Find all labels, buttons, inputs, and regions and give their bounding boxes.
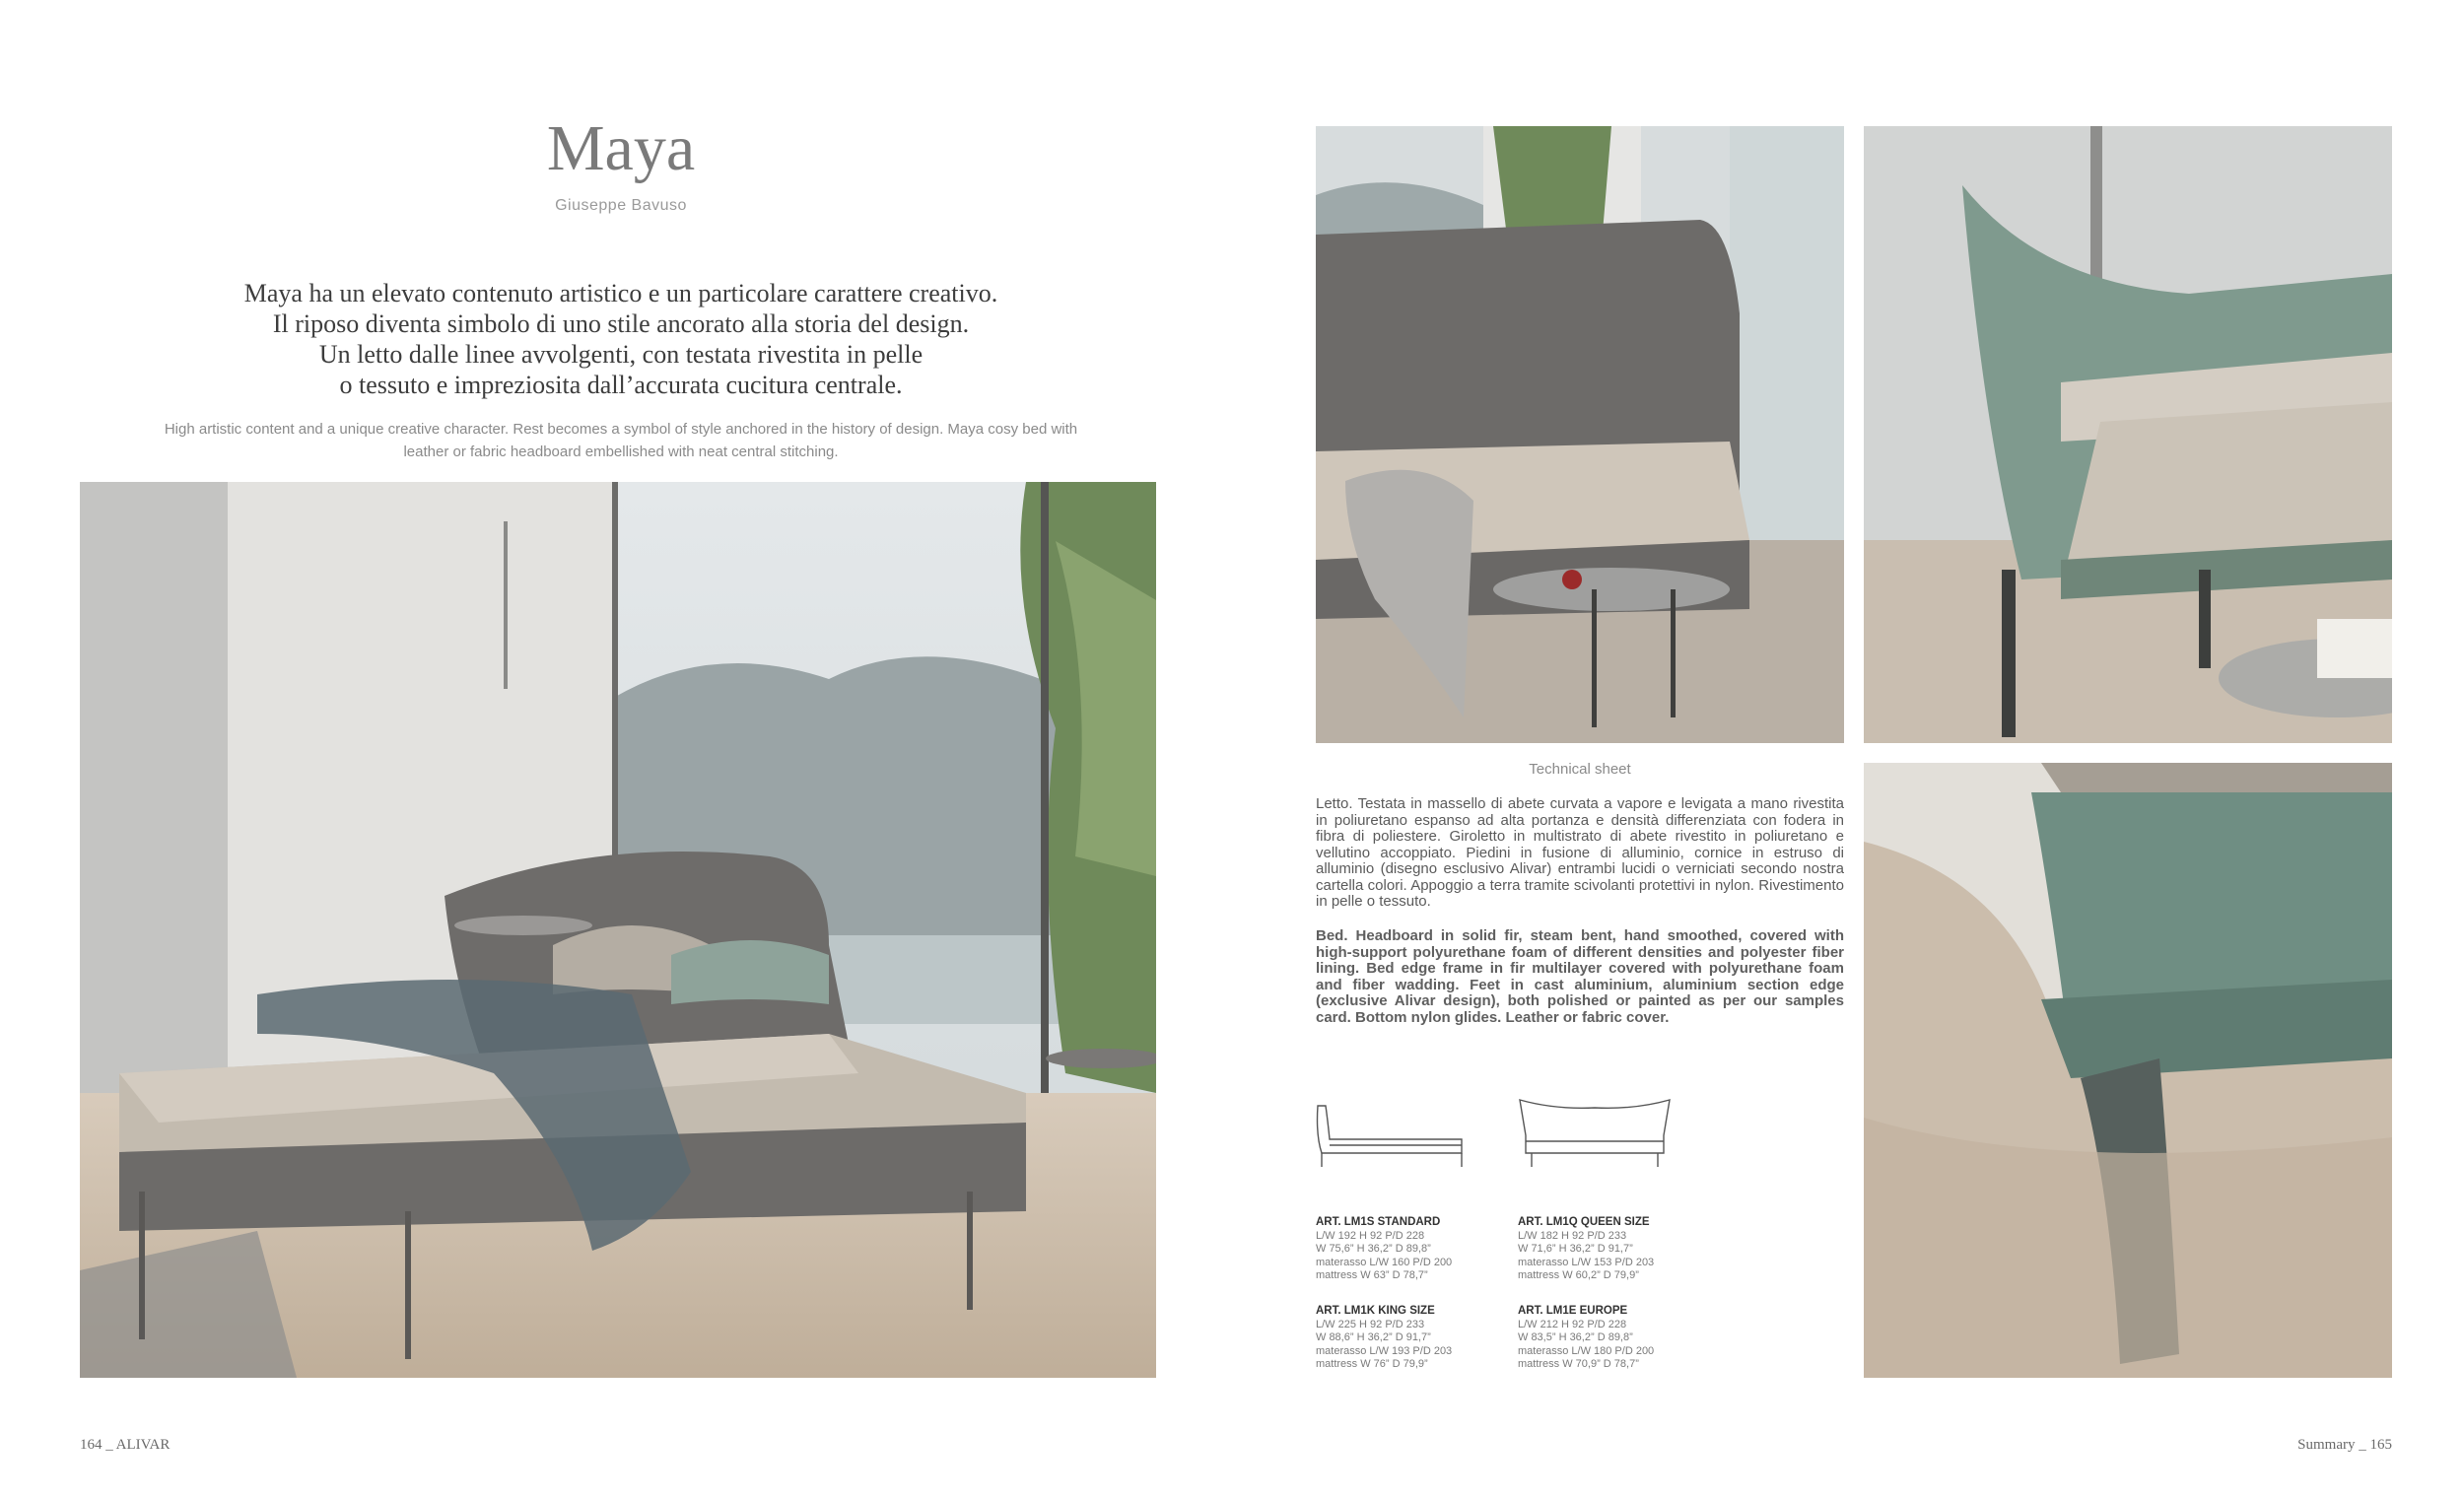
spec-line: L/W 192 H 92 P/D 228 [1316, 1229, 1425, 1242]
spec-line: L/W 212 H 92 P/D 228 [1518, 1318, 1627, 1330]
bed-front-diagram [1516, 1096, 1674, 1173]
technical-description-italian: Letto. Testata in massello di abete curvata a vapore e levigata a mano rivestita in poliuretano espanso ad alta portanza e densità differenziata con fodera in fibra di poliestere. Giroletto in multistrato di abete rivestito in poliuretano e vellutino accoppiato. Piedini in fusione di alluminio, cornice in estruso di alluminio (disegno esclusivo Alivar) entrambi lucidi o verniciati secondo nostra cartella colori. Appoggio a terra tramite scivolanti protettivi in nylon. Rivestimento in pelle o tessuto. [1316, 795, 1844, 910]
spec-title: ART. LM1Q QUEEN SIZE [1518, 1216, 1650, 1228]
spec-line: materasso L/W 193 P/D 203 [1316, 1344, 1453, 1357]
english-description: High artistic content and a unique creative character. Rest becomes a symbol of style anchored in the history of design. Maya cosy bed with leather or fabric headboard embellished with neat central stitching. [164, 421, 1078, 460]
technical-sheet-heading: Technical sheet [1529, 761, 1631, 778]
spec-block-queen [1518, 1216, 1715, 1283]
spec-line: W 75,6” H 36,2” D 89,8” [1316, 1243, 1431, 1255]
page-number-left: 164 _ ALIVAR [80, 1437, 171, 1453]
italian-description [138, 278, 1104, 400]
spec-line: materasso L/W 160 P/D 200 [1316, 1256, 1453, 1268]
spec-line: materasso L/W 180 P/D 200 [1518, 1344, 1655, 1357]
spec-line: mattress W 60,2” D 79,9” [1518, 1269, 1639, 1281]
technical-description-english: Bed. Headboard in solid fir, steam bent, hand smoothed, covered with high-support polyurethane foam of different densities and polyester fiber lining. Bed edge frame in fir multilayer covered with polyurethane foam and fiber wadding. Feet in cast aluminium, aluminium section edge (exclusive Alivar design), both polished or painted as per our samples card. Bottom nylon glides. Leather or fabric cover. [1316, 927, 1844, 1026]
spec-line: W 71,6” H 36,2” D 91,7” [1518, 1243, 1633, 1255]
italian-line: Un letto dalle linee avvolgenti, con testata rivestita in pelle [318, 340, 924, 369]
spec-line: L/W 225 H 92 P/D 233 [1316, 1318, 1425, 1330]
italian-line: Maya ha un elevato contenuto artistico e un particolare carattere creativo. [243, 279, 998, 307]
product-title: Maya [546, 112, 696, 184]
spec-line: L/W 182 H 92 P/D 233 [1518, 1229, 1627, 1242]
spec-line: W 88,6” H 36,2” D 91,7” [1316, 1331, 1431, 1343]
spec-line: mattress W 63” D 78,7” [1316, 1269, 1428, 1281]
designer-name: Giuseppe Bavuso [555, 197, 687, 214]
spec-line: mattress W 76” D 79,9” [1316, 1358, 1428, 1370]
sage-bed-side-photo [1864, 126, 2392, 743]
spec-title: ART. LM1E EUROPE [1518, 1305, 1628, 1317]
spec-line: W 83,5” H 36,2” D 89,8” [1518, 1331, 1633, 1343]
italian-line: Il riposo diventa simbolo di uno stile ancorato alla storia del design. [272, 309, 970, 338]
bed-headboard-photo [1316, 126, 1844, 743]
spec-block-europe [1518, 1305, 1715, 1372]
bed-leg-detail-photo [1864, 763, 2392, 1378]
spec-title: ART. LM1S STANDARD [1316, 1216, 1441, 1228]
page-number-right: Summary _ 165 [2297, 1437, 2392, 1453]
main-bed-photo [80, 482, 1156, 1378]
italian-line: o tessuto e impreziosita dall’accurata cucitura centrale. [339, 371, 903, 399]
spec-block-king [1316, 1305, 1513, 1372]
spec-title: ART. LM1K KING SIZE [1316, 1305, 1435, 1317]
spec-line: materasso L/W 153 P/D 203 [1518, 1256, 1655, 1268]
bed-side-diagram [1314, 1096, 1472, 1173]
spec-line: mattress W 70,9” D 78,7” [1518, 1358, 1639, 1370]
spec-block-standard [1316, 1216, 1513, 1283]
